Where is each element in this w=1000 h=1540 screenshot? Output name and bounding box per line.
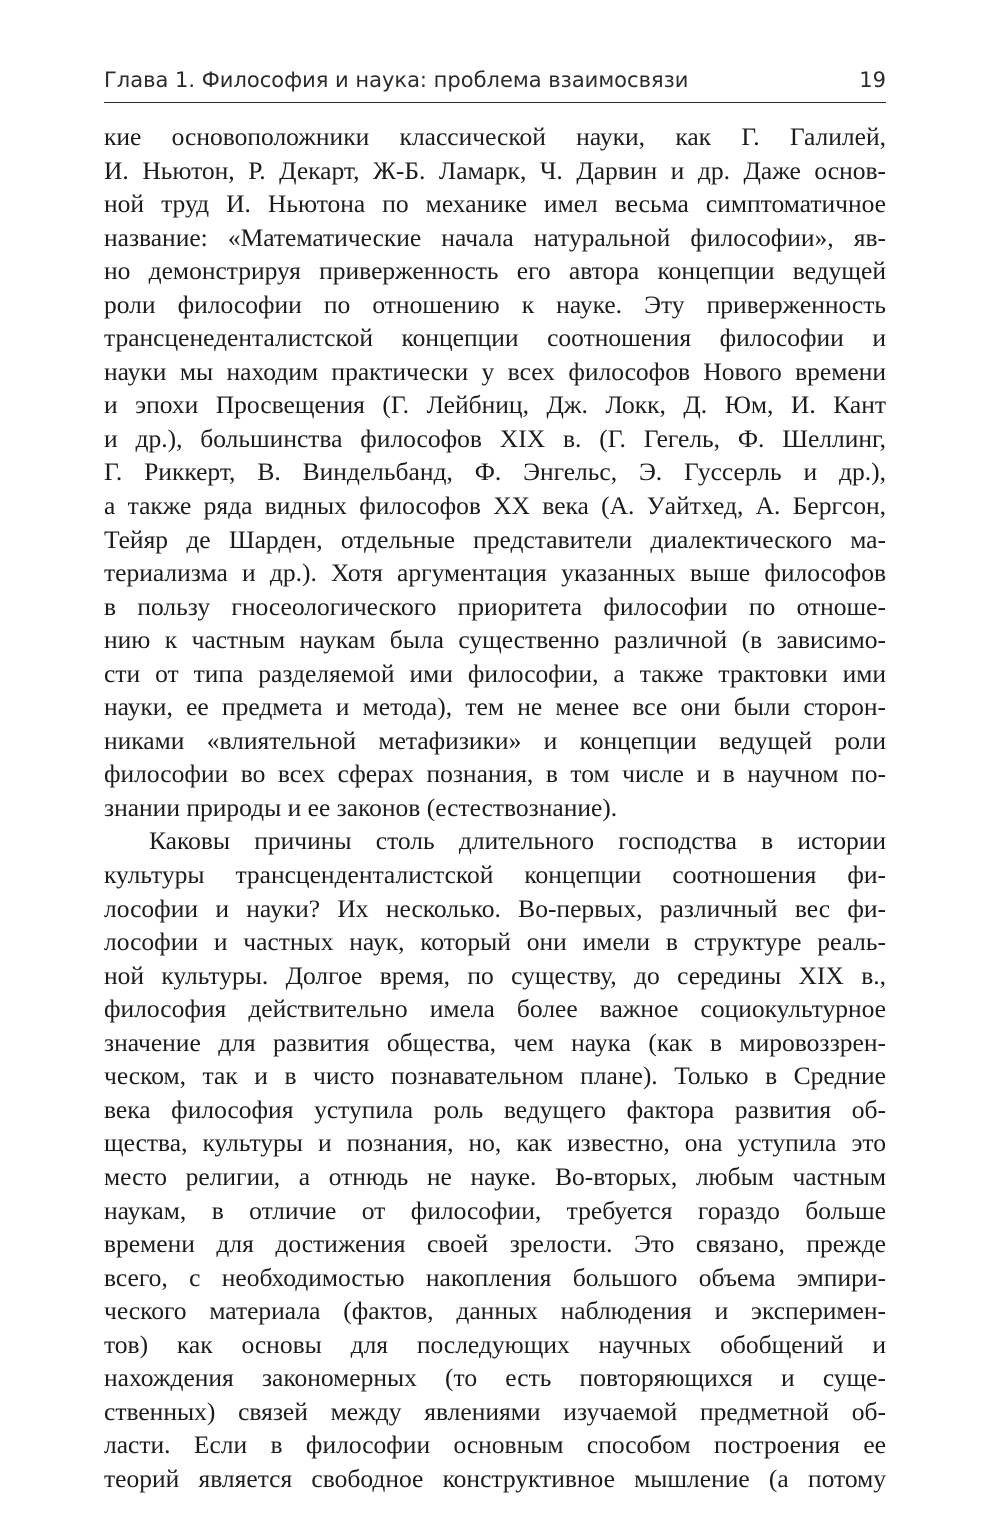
- text-line: сти от типа разделяемой ими философии, а также трактовки ими: [104, 658, 886, 688]
- text-line: нахождения закономерных (то есть повторяющихся и суще-: [104, 1363, 886, 1393]
- text-line: щества, культуры и познания, но, как известно, она уступила это: [104, 1128, 886, 1158]
- text-line: философия действительно имела более важное социокультурное: [104, 994, 886, 1024]
- text-line: а также ряда видных философов XX века (А. Уайтхед, А. Бергсон,: [104, 491, 886, 521]
- text-line: лософии и частных наук, который они имели в структуре реаль-: [104, 927, 886, 957]
- text-line: название: «Математические начала натуральной философии», яв-: [104, 222, 886, 252]
- running-header: [104, 64, 886, 103]
- text-line: ной труд И. Ньютона по механике имел весьма симптоматичное: [104, 189, 886, 219]
- text-line: ческом, так и в чисто познавательном плане). Только в Средние: [104, 1061, 886, 1091]
- text-line: никами «влиятельной метафизики» и концепции ведущей роли: [104, 725, 886, 755]
- text-line: наукам, в отличие от философии, требуется гораздо больше: [104, 1195, 886, 1225]
- text-line: теорий является свободное конструктивное мышление (а потому: [104, 1463, 886, 1493]
- text-line: времени для достижения своей зрелости. Это связано, прежде: [104, 1229, 886, 1259]
- text-line: и эпохи Просвещения (Г. Лейбниц, Дж. Локк, Д. Юм, И. Кант: [104, 390, 886, 420]
- text-line: всего, с необходимостью накопления большого объема эмпири-: [104, 1262, 886, 1292]
- text-line: но демонстрируя приверженность его автора концепции ведущей: [104, 256, 886, 286]
- text-line: трансценеденталистской концепции соотношения философии и: [104, 323, 886, 353]
- text-line: кие основоположники классической науки, как Г. Галилей,: [104, 122, 886, 151]
- text-line: ной культуры. Долгое время, по существу, до середины XIX в.,: [104, 960, 886, 990]
- text-line: знании природы и ее законов (естествознание).: [104, 792, 618, 822]
- page-number: 19: [859, 68, 886, 92]
- text-line: териализма и др.). Хотя аргументация указанных выше философов: [104, 558, 886, 588]
- text-line: И. Ньютон, Р. Декарт, Ж-Б. Ламарк, Ч. Дарвин и др. Даже основ-: [104, 155, 886, 185]
- text-line: науки мы находим практически у всех философов Нового времени: [104, 356, 886, 386]
- text-line: лософии и науки? Их несколько. Во-первых, различный вес фи-: [104, 893, 886, 923]
- text-line: в пользу гносеологического приоритета философии по отноше-: [104, 591, 886, 621]
- text-line: Тейяр де Шарден, отдельные представители диалектического ма-: [104, 524, 886, 554]
- chapter-title: Глава 1. Философия и наука: проблема взаимосвязи: [104, 68, 689, 92]
- text-line: тов) как основы для последующих научных обобщений и: [104, 1329, 886, 1359]
- body-text: [104, 120, 886, 1495]
- paragraph-2: [104, 824, 886, 1495]
- text-line: ческого материала (фактов, данных наблюдения и эксперимен-: [104, 1296, 886, 1326]
- text-line: значение для развития общества, чем наука (как в мировоззрен-: [104, 1027, 886, 1057]
- text-line: века философия уступила роль ведущего фактора развития об-: [104, 1094, 886, 1124]
- text-line: ласти. Если в философии основным способом построения ее: [104, 1430, 886, 1460]
- text-line: роли философии по отношению к науке. Эту приверженность: [104, 289, 886, 319]
- text-line: философии во всех сферах познания, в том числе и в научном по-: [104, 759, 886, 789]
- text-line: Каковы причины столь длительного господства в истории: [149, 826, 886, 856]
- text-line: нию к частным наукам была существенно различной (в зависимо-: [104, 625, 886, 655]
- text-line: ственных) связей между явлениями изучаемой предметной об-: [104, 1396, 886, 1426]
- text-line: науки, ее предмета и метода), тем не менее все они были сторон-: [104, 692, 886, 722]
- text-line: и др.), большинства философов XIX в. (Г. Гегель, Ф. Шеллинг,: [104, 423, 886, 453]
- text-line: культуры трансценденталистской концепции соотношения фи-: [104, 860, 886, 890]
- text-line: место религии, а отнюдь не науке. Во-вторых, любым частным: [104, 1161, 886, 1191]
- text-line: Г. Риккерт, В. Виндельбанд, Ф. Энгельс, Э. Гуссерль и др.),: [104, 457, 886, 487]
- paragraph-1: [104, 120, 886, 824]
